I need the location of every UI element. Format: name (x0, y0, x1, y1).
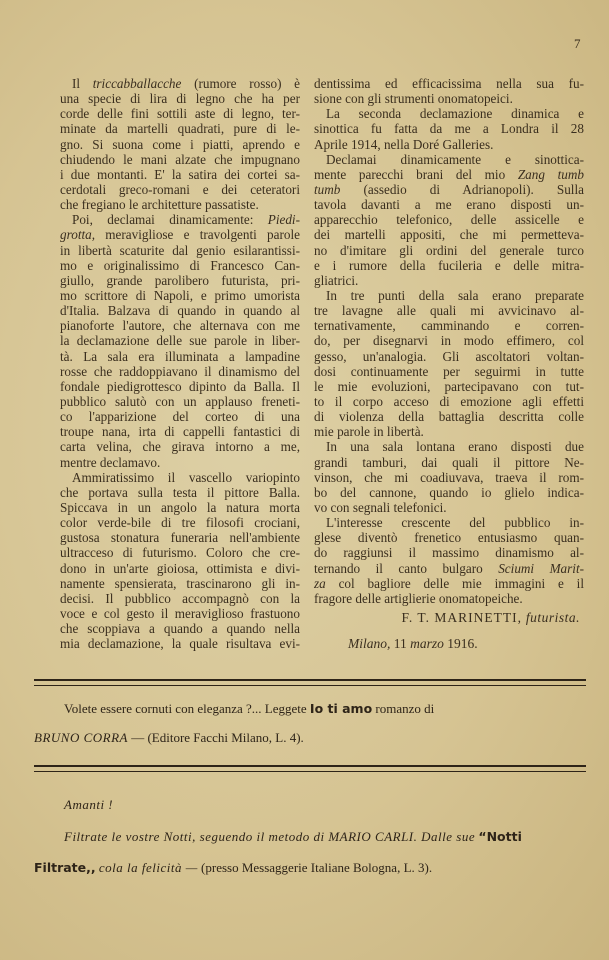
text: di violenza della battaglia descritta colle (314, 409, 584, 425)
text-line (60, 197, 300, 212)
text-line (60, 76, 300, 91)
place-date (348, 636, 478, 652)
text-line (60, 121, 300, 136)
text: vo con segnali telefonici. (314, 499, 447, 515)
text: sione con gli strumenti onomatopeici. (314, 91, 513, 107)
text-line (314, 364, 584, 379)
text: no d'imitare gli ordini del generale turco (314, 242, 584, 258)
text-line (60, 439, 300, 454)
text-line (60, 455, 300, 470)
text: chiudendo le mani alzate che impugnano (60, 151, 300, 167)
text-line (60, 394, 300, 409)
text: cerdotali greco-romani e dei ceteratori (60, 181, 300, 197)
text: che fregiano le architetture passatiste. (60, 197, 259, 213)
ad-author: BRUNO CORRA (34, 730, 128, 745)
text: ternando il canto bulgaro (314, 560, 499, 576)
text: pubblico salutò con un applauso freneti- (60, 393, 300, 409)
text-line (60, 606, 300, 621)
text-line (60, 303, 300, 318)
text-line (314, 91, 584, 106)
text: tà. La sala era illuminata a lampadine (60, 348, 300, 364)
text: pianoforte l'autore, che alternava con me (60, 318, 300, 334)
text: meravigliose e travolgenti parole (95, 227, 300, 243)
signature-title: futurista. (525, 610, 580, 625)
left-text-column (60, 76, 300, 651)
text-line (60, 636, 300, 651)
text-line (60, 318, 300, 333)
text: gliatrici. (314, 272, 359, 288)
text-line (314, 545, 584, 560)
text: mente parecchi brani del mio (314, 166, 518, 182)
text: le mie evoluzioni, partecipavano con tut- (314, 378, 584, 394)
text-line (314, 470, 584, 485)
ad-corra-line1 (64, 701, 434, 717)
text: che scoppiava a quando a quando nella (60, 621, 300, 637)
text: col bagliore delle mie immagini e il (325, 575, 584, 591)
text-line (60, 379, 300, 394)
text: namente spensierata, trascinarono gli in- (60, 575, 300, 591)
divider-rule (34, 771, 586, 772)
text-line (60, 576, 300, 591)
text: mentre declamavo. (60, 454, 161, 470)
text: glese diventò frenetico entusiasmo quan- (314, 530, 584, 546)
text: voce e col gesto il meraviglioso frastuono (60, 605, 300, 621)
ad-publisher: (presso Messaggerie Italiane Bologna, L. 3). (201, 860, 433, 875)
text: la declamazione delle sue parole in liber- (60, 333, 300, 349)
text: color verde-bile di tre filosofi crociani, (60, 515, 300, 531)
ad-carli-heading (64, 797, 113, 813)
right-text-column (314, 76, 584, 606)
text-line (314, 424, 584, 439)
text-line (60, 212, 300, 227)
ad-text: romanzo di (375, 701, 435, 716)
text-line (60, 364, 300, 379)
ad-heading: Amanti ! (64, 797, 114, 812)
text: ternativamente, camminando e corren- (314, 318, 584, 334)
text: (assedio di Adrianopoli). Sulla (340, 181, 584, 197)
text-line (60, 273, 300, 288)
italic-text: tumb (314, 181, 341, 197)
text: do, per disegnarvi in modo effimero, col (314, 333, 584, 349)
text: i due montanti. E' la satira dei cortei sa- (60, 166, 300, 182)
text-line (314, 349, 584, 364)
text-line (314, 106, 584, 121)
italic-text: Piedi- (267, 212, 300, 228)
text-line (60, 243, 300, 258)
text-line (60, 485, 300, 500)
text: mo e originalissimo di Francesco Can- (60, 257, 300, 273)
text: Declamai dinamicamente e sinottica- (326, 151, 584, 167)
text: dono in un'arte gioiosa, ottimista e divi- (60, 560, 300, 576)
italic-text: Zang tumb (517, 166, 584, 182)
text-line (314, 273, 584, 288)
text-line (60, 227, 300, 242)
text: L'interesse crescente del pubblico in- (326, 515, 584, 531)
text-line (314, 227, 584, 242)
text-line (314, 394, 584, 409)
text-line (314, 515, 584, 530)
text: In tre punti della sala erano preparate (326, 287, 584, 303)
text-line (60, 106, 300, 121)
text-line (314, 137, 584, 152)
text-line (314, 561, 584, 576)
ad-text: cola la felicità — (98, 860, 198, 875)
text-line (314, 121, 584, 136)
text: dentissima ed efficacissima nella sua fu- (314, 76, 584, 91)
text-line (60, 288, 300, 303)
text-line (314, 591, 584, 606)
text-line (314, 303, 584, 318)
text-line (314, 530, 584, 545)
text: dosi continuamente per seguirmi in tutte (314, 363, 584, 379)
divider-rule (34, 679, 586, 681)
ad-carli-line1 (64, 829, 522, 845)
text-line (60, 591, 300, 606)
text-line (314, 576, 584, 591)
text: sinottica fu fatta da me a Londra il 28 (314, 121, 584, 137)
text: Spiccava in un angolo la natura morta (60, 499, 300, 515)
date-year: 1916. (447, 636, 478, 651)
text: gno. Si suona come i piatti, aprendo e (60, 136, 300, 152)
text: In una sala lontana erano disposti due (326, 439, 584, 455)
text-line (314, 455, 584, 470)
text: carta velina, che girava intorno a me, (60, 439, 300, 455)
ad-book-title: Filtrate,, (34, 860, 96, 875)
text-line (314, 258, 584, 273)
divider-rule (34, 685, 586, 686)
ad-corra-line2 (34, 730, 304, 746)
text: gesso, un'analogia. Gli ascoltatori voltan- (314, 348, 584, 364)
date-month: marzo (410, 636, 444, 651)
text: tavola davanti a me erano disposti un- (314, 197, 584, 213)
signature-name: F. T. MARINETTI, (401, 610, 522, 625)
divider-rule (34, 765, 586, 767)
text-line (60, 167, 300, 182)
ad-book-title: Io ti amo (309, 701, 373, 716)
ad-carli-line2 (34, 860, 432, 876)
text-line (60, 621, 300, 636)
text: che portava sulla testa il pittore Balla. (60, 484, 300, 500)
text-line (60, 137, 300, 152)
text-line (314, 182, 584, 197)
text: bo del cannone, quando io glielo indica- (314, 484, 584, 500)
ad-text: Volete essere cornuti con eleganza ?... Leggete (64, 701, 307, 716)
italic-text: triccabballacche (92, 76, 182, 91)
text: grandi tamburi, dai quali il pittore Ne- (314, 454, 584, 470)
ad-book-title: “Notti (478, 829, 522, 844)
text-line (60, 182, 300, 197)
text: Ammiratissimo il vascello variopinto (72, 469, 300, 485)
italic-text: grotta, (60, 227, 96, 243)
text: mie parole in libertà. (314, 424, 424, 440)
text: Il (72, 76, 93, 91)
text: Poi, declamai dinamicamente: (72, 212, 268, 228)
author-signature (330, 610, 580, 626)
text: apparecchio telefonico, delle assicelle e (314, 212, 584, 228)
text-line (314, 243, 584, 258)
text: fondale piedigrottesco dipinto da Balla. Il (60, 378, 300, 394)
text-line (60, 91, 300, 106)
text: decisi. Il pubblico accompagnò con la (60, 590, 300, 606)
text-line (314, 152, 584, 167)
text: troupe nana, irta di cappelli fantastici di (60, 424, 300, 440)
text-line (60, 545, 300, 560)
text-line (60, 470, 300, 485)
text: mia declamazione, la quale risultava evi- (60, 636, 300, 652)
text-line (60, 500, 300, 515)
text-line (60, 349, 300, 364)
text-line (60, 409, 300, 424)
text: fragore delle artiglierie onomatopeiche. (314, 590, 523, 606)
text: ultracceso di futurismo. Coloro che cre- (60, 545, 300, 561)
text: Aprile 1914, nella Doré Galleries. (314, 136, 494, 152)
text-line (314, 167, 584, 182)
page-number: 7 (574, 36, 581, 51)
text-line (314, 288, 584, 303)
text: gustosa stonatura funeraria nell'ambiente (60, 530, 300, 546)
text: rosse che raddoppiavano il dinamismo del (60, 363, 300, 379)
text: e i rumore della fucileria e delle mitra- (314, 257, 584, 273)
text: minate da martelli quadrati, pure di le- (60, 121, 300, 137)
text-line (314, 318, 584, 333)
text: (rumore rosso) è (181, 76, 300, 91)
text: giullo, grande parolibero futurista, pri- (60, 272, 300, 288)
text: co l'apparizione del corteo di una (60, 409, 300, 425)
date-day: 11 (393, 636, 407, 651)
ad-publisher: — (Editore Facchi Milano, L. 4). (131, 730, 304, 745)
italic-text: Sciumi Marit- (498, 560, 584, 576)
italic-text: za (314, 575, 326, 591)
ad-text: Filtrate le vostre Notti, seguendo il metodo di MARIO CARLI. Dalle sue (64, 829, 476, 844)
text: tre lavagne alle quali mi avvicinavo al- (314, 303, 584, 319)
text-line (314, 333, 584, 348)
text: una specie di lira di legno che ha per (60, 91, 300, 107)
text-line (60, 424, 300, 439)
text-line (314, 439, 584, 454)
text-line (314, 409, 584, 424)
text-line (314, 379, 584, 394)
text-line (314, 485, 584, 500)
text: La seconda declamazione dinamica e (326, 106, 584, 122)
text-line (60, 515, 300, 530)
text: vinson, che mi coadiuvava, traeva il rom- (314, 469, 584, 485)
text: in libertà scaturite dal genio esilarantissi- (60, 242, 300, 258)
text-line (314, 197, 584, 212)
text-line (60, 152, 300, 167)
text: d'Italia. Balzava di quando in quando al (60, 303, 300, 319)
text: dei martelli appositi, che mi permetteva- (314, 227, 584, 243)
text: to il corpo acceso di emozione agli effetti (314, 393, 584, 409)
place: Milano, (348, 636, 391, 651)
text-line (60, 561, 300, 576)
text-line (314, 212, 584, 227)
text: mo scrittore di Napoli, e primo umorista (60, 287, 300, 303)
text-line (60, 530, 300, 545)
text-line (314, 500, 584, 515)
text-line (314, 76, 584, 91)
text: corde delle fini sottili aste di legno, ter- (60, 106, 300, 122)
text: do raggiunsi il massimo dinamismo al- (314, 545, 584, 561)
text-line (60, 258, 300, 273)
text-line (60, 333, 300, 348)
